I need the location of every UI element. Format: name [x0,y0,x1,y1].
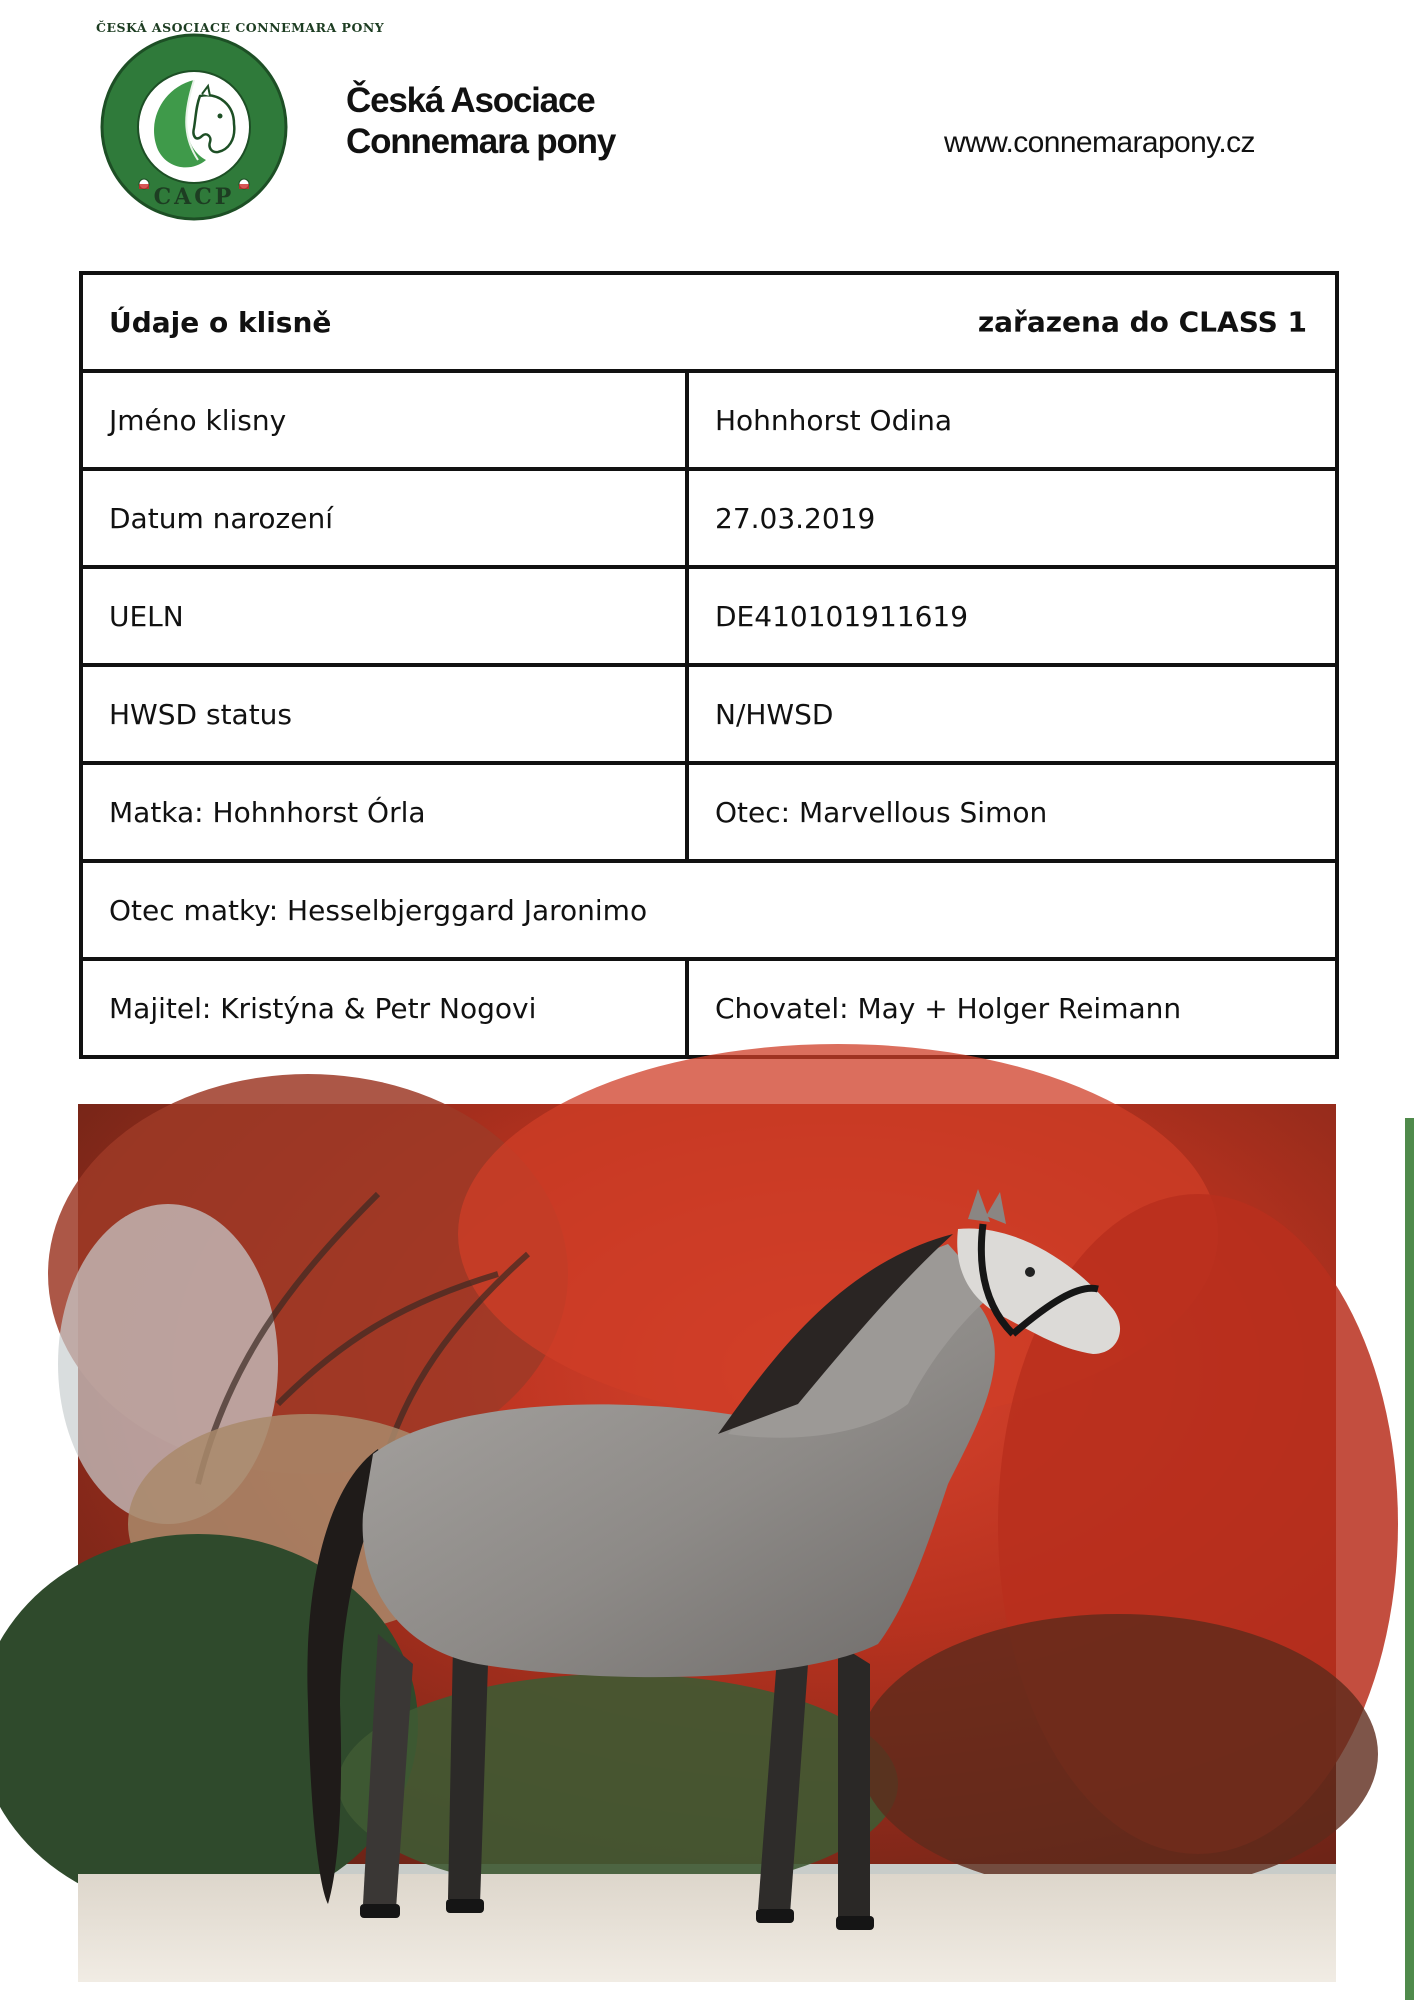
green-accent-bar [1405,1118,1414,2000]
row-breeder: Chovatel: May + Holger Reimann [687,959,1337,1057]
row-value-birthdate: 27.03.2019 [687,469,1337,567]
table-row [81,469,1337,567]
row-label-ueln: UELN [81,567,687,665]
mare-photo [78,1104,1336,1982]
class-label: zařazena do CLASS 1 [977,305,1307,339]
table-row [81,763,1337,861]
table-title: Údaje o klisně [109,305,332,339]
table-header-row [81,273,1337,371]
table-row [81,567,1337,665]
row-label-name: Jméno klisny [81,371,687,469]
row-label-birthdate: Datum narození [81,469,687,567]
table-row [81,861,1337,959]
organization-name-line2: Connemara pony [346,122,616,161]
mare-photo-illustration [78,1104,1336,1982]
row-label-hwsd: HWSD status [81,665,687,763]
organization-name-line1: Česká Asociace [346,81,595,120]
table-header-cell [81,273,1337,371]
row-value-name: Hohnhorst Odina [687,371,1337,469]
table-row [81,665,1337,763]
logo-abbreviation: CACP [153,184,235,210]
row-dam: Matka: Hohnhorst Órla [81,763,687,861]
row-value-ueln: DE410101911619 [687,567,1337,665]
row-value-hwsd: N/HWSD [687,665,1337,763]
row-dam-sire: Otec matky: Hesselbjerggard Jaronimo [81,861,1337,959]
table-row [81,371,1337,469]
table-row [81,959,1337,1057]
cacp-logo [96,20,385,222]
organization-name [346,80,615,162]
mare-info-table [79,271,1339,1059]
website-link[interactable]: www.connemarapony.cz [944,126,1255,159]
row-owner: Majitel: Kristýna & Petr Nogovi [81,959,687,1057]
logo-emblem [96,20,385,222]
row-sire: Otec: Marvellous Simon [687,763,1337,861]
logo-ring-text: ČESKÁ ASOCIACE CONNEMARA PONY [96,20,385,35]
